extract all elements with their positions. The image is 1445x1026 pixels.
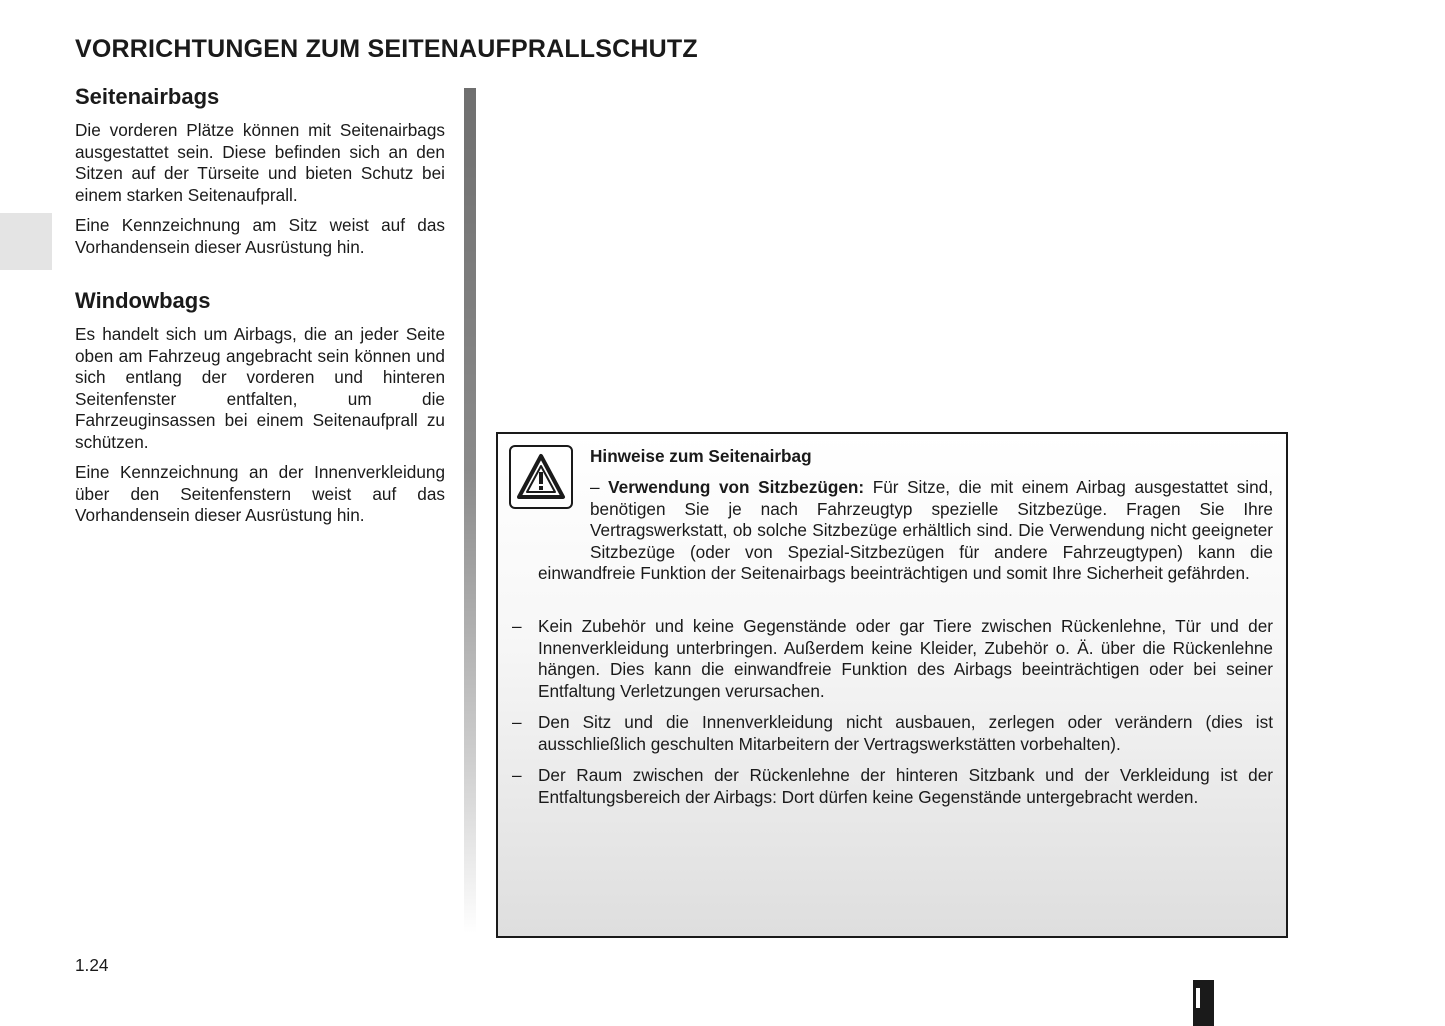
- warning-intro: [538, 477, 1273, 585]
- paragraph: Eine Kennzeichnung am Sitz weist auf das Vorhandensein dieser Ausrüstung hin.: [75, 215, 445, 257]
- list-item: – Den Sitz und die Innenverkleidung nicht ausbauen, zerlegen oder verändern (dies ist ausschließlich geschulten Mitarbeitern der Vertragswerkstätten vorbehalten).: [512, 712, 1273, 754]
- page-title: VORRICHTUNGEN ZUM SEITENAUFPRALLSCHUTZ: [75, 35, 698, 63]
- intro-bold: Verwendung von Sitzbezügen:: [608, 477, 865, 497]
- warning-list: [512, 616, 1273, 818]
- list-item: – Der Raum zwischen der Rückenlehne der hinteren Sitzbank und der Verkleidung ist der Entfaltungsbereich der Airbags: Dort dürfen keine Gegenstände untergebracht werden.: [512, 765, 1273, 807]
- section-heading-seitenairbags: Seitenairbags: [75, 84, 220, 109]
- warning-title: Hinweise zum Seitenairbag: [590, 446, 812, 466]
- left-column: [75, 84, 445, 536]
- warning-box: [496, 432, 1288, 938]
- paragraph: Es handelt sich um Airbags, die an jeder Seite oben am Fahrzeug angebracht sein können und sich entlang der vorderen und hinteren Seitenfenster entfalten, um die Fahrzeuginsassen bei einem Seitenaufprall zu schützen.: [75, 324, 445, 452]
- intro-dash: –: [590, 477, 600, 497]
- corner-mark: [1193, 980, 1214, 1026]
- section-heading-windowbags: Windowbags: [75, 288, 211, 313]
- column-divider: [464, 88, 476, 933]
- chapter-tab: [0, 213, 52, 270]
- page-number: 1.24: [75, 955, 109, 975]
- intro-text: Für Sitze, die mit einem Airbag ausgestattet sind, benötigen Sie je nach Fahrzeugtyp spezielle Sitzbezüge. Fragen Sie Ihre Vertragswerkstatt, ob solche Sitzbezüge erhältlich sind. Die Verwendung nicht geeigneter Sitzbezüge (oder von Spezial-Sitzbezügen für andere Fahrzeugtypen) kann die einwandfreie Funktion der Seitenairbags beeinträchtigen und somit Ihre Sicherheit gefährden.: [538, 477, 1274, 583]
- paragraph: Eine Kennzeichnung an der Innenverkleidung über den Seitenfenstern weist auf das Vorhandensein dieser Ausrüstung hin.: [75, 462, 445, 525]
- paragraph: Die vorderen Plätze können mit Seitenairbags ausgestattet sein. Diese befinden sich an den Sitzen auf der Türseite und bieten Schutz bei einem starken Seitenaufprall.: [75, 120, 445, 205]
- list-item: – Kein Zubehör und keine Gegenstände oder gar Tiere zwischen Rückenlehne, Tür und der Innenverkleidung unterbringen. Außerdem keine Kleider, Zubehör o. Ä. über die Rückenlehne hängen. Dies kann die einwandfreie Funktion des Airbags beeinträchtigen oder bei seiner Entfaltung Verletzungen verursachen.: [512, 616, 1273, 701]
